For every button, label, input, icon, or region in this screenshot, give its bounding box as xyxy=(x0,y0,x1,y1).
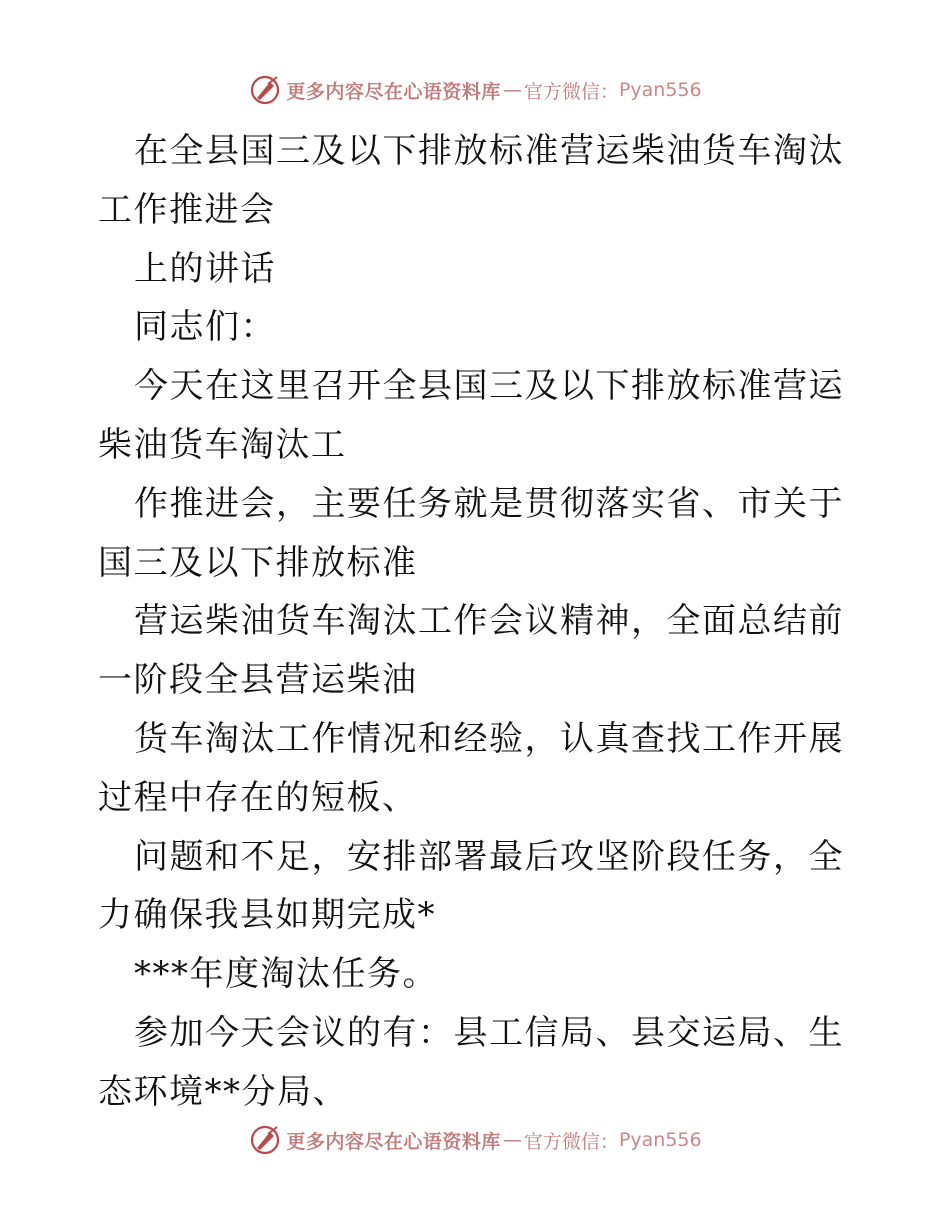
banner-separator: — xyxy=(502,79,522,101)
document-body xyxy=(98,122,858,1122)
paragraph-title: 在全县国三及以下排放标准营运柴油货车淘汰工作推进会 xyxy=(98,131,844,230)
banner-wechat-id: Pyan556 xyxy=(618,1129,702,1151)
paragraph: 参加今天会议的有：县工信局、县交运局、生态环境**分局、 xyxy=(98,1012,844,1112)
pen-nib-circle-icon xyxy=(248,1123,282,1157)
paragraph-salutation: 同志们： xyxy=(134,307,276,348)
banner-site-text: 更多内容尽在心语资料库 xyxy=(286,1130,501,1153)
paragraph-title-cont: 上的讲话 xyxy=(134,248,276,289)
pen-nib-circle-icon xyxy=(248,73,282,107)
footer-banner xyxy=(0,1120,950,1160)
paragraph: ***年度淘汰任务。 xyxy=(134,954,438,995)
paragraph: 货车淘汰工作情况和经验，认真查找工作开展过程中存在的短板、 xyxy=(98,718,844,818)
banner-site-text: 更多内容尽在心语资料库 xyxy=(286,80,501,103)
paragraph: 问题和不足，安排部署最后攻坚阶段任务，全力确保我县如期完成* xyxy=(98,836,844,936)
paragraph: 今天在这里召开全县国三及以下排放标准营运柴油货车淘汰工 xyxy=(98,366,844,465)
paragraph: 营运柴油货车淘汰工作会议精神，全面总结前一阶段全县营运柴油 xyxy=(98,601,844,701)
banner-separator: — xyxy=(502,1129,522,1151)
paragraph: 作推进会，主要任务就是贯彻落实省、市关于国三及以下排放标准 xyxy=(98,483,844,583)
banner-wechat-label: 官方微信： xyxy=(523,80,619,103)
banner-wechat-id: Pyan556 xyxy=(618,79,702,101)
header-banner xyxy=(0,70,950,110)
banner-wechat-label: 官方微信： xyxy=(523,1130,619,1153)
